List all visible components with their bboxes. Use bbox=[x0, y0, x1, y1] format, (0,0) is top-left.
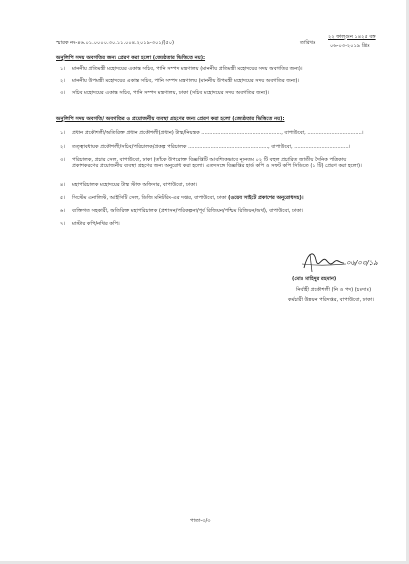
memo-number bbox=[56, 40, 174, 46]
section1-item-num: ৩। bbox=[60, 90, 66, 96]
section2-item-text: ব্যক্তিগত সহকারী, অতিরিক্ত মহাপরিচালক (প্রশাসন/পরিকল্পনা/পূর্ব রিজিয়ন/পশ্চিম রিজিয়ন/অর্থ), বাপাউবো, ঢাকা। bbox=[72, 208, 304, 214]
section2-item-num: ৩। bbox=[60, 157, 66, 163]
section2-item-text: মহাপরিচালক মহোদয়ের টাস্ক স্টাফ অফিসার, বাপাউবো, ঢাকা। bbox=[72, 182, 198, 188]
section1-title: অনুলিপি সদয় অবগতির জন্য প্রেরণ করা হলো (জ্যেষ্ঠতার ভিত্তিতে নয়): bbox=[56, 55, 206, 61]
section2-item-text: প্রধান প্রকৌশলী/অতিরিক্ত প্রধান প্রকৌশলী(প্রধান) টাস্ক/নিয়ন্ত্রক .................................................., বাপাউবো, ..................................। bbox=[72, 130, 364, 136]
memo-number-value: ৪৬.০১.০০০০.৩০.১১.০০৪.২০১৯-৩০১/(৫০) bbox=[77, 40, 175, 46]
date-gregorian: ০৬-০৩-২০১৯ খ্রিঃ bbox=[330, 43, 370, 49]
section2-item-text: পরিচালক, প্রচার সেল, বাপাউবো, ঢাকা (তাঁকে উপরোক্ত বিজ্ঞপ্তিটি আবশ্যিকভাবে ন্যূনতম ০২ টি বহুল প্রচারিত জাতীয় দৈনিক পত্রিকায় প্রকাশকরণের প্রয়োজনীয় ব্যবস্থা গ্রহণের জন্য অনুরোধ করা হলো। এতদসঙ্গে বিজ্ঞপ্তির হার্ড কপি ও সফট কপি সিডিতে (১ টি) প্রেরণ করা হলো)। bbox=[72, 157, 362, 170]
section1-item-text: মাননীয় উপমন্ত্রী মহোদয়ের একান্ত সচিব, পানি সম্পদ মন্ত্রণালয় (মাননীয় উপমন্ত্রী মহোদয়ের সদয় অবগতির জন্য)। bbox=[72, 78, 300, 84]
signature-date: ০৬/০৩/১৯ bbox=[346, 259, 378, 267]
section1-item-num: ১। bbox=[60, 66, 66, 72]
section2-item-num: ১। bbox=[60, 130, 66, 136]
section1-item-text: মাননীয় প্রতিমন্ত্রী মহোদয়ের একান্ত সচিব, পানি সম্পদ মন্ত্রণালয় (মাননীয় প্রতিমন্ত্রী মহোদয়ের সদয় অবগতির জন্য)। bbox=[72, 66, 303, 72]
section2-item-num: ৫। bbox=[60, 195, 66, 201]
date-label: তারিখঃ bbox=[300, 40, 316, 46]
page-number: পাতা-৩/৩ bbox=[190, 518, 211, 524]
section2-item-num: ২। bbox=[60, 144, 66, 150]
section1-item-num: ২। bbox=[60, 78, 66, 84]
section2-item-text-line bbox=[72, 195, 304, 201]
signatory-designation: নির্বাহী প্রকৌশলী (নি ও পদ) (চঃদাঃ) bbox=[296, 287, 372, 293]
section2-item-emphasis: (ওয়েব সাইটে প্রকাশের অনুরোধসহ)। bbox=[228, 195, 304, 201]
section2-item-num: ৪। bbox=[60, 182, 66, 188]
date-bangla: ২২ ফাল্গুন ১৪২৫ বঙ্গ bbox=[328, 34, 376, 40]
section2-title: অনুলিপি সদয় অবগতি/ অবগতির ও প্রয়োজনীয় ব্যবস্থা গ্রহণের জন্য প্রেরণ করা হলো (জ্যেষ্ঠতার ভিত্তিতে নয়): bbox=[56, 116, 285, 122]
signatory-name: (মোঃ মাহিদুর রহমান) bbox=[292, 276, 337, 282]
section2-item-text: তত্ত্বাবধায়ক প্রকৌশলী/সচিব/পরিচালক/প্রকল্প পরিচালক .................................................., বাপাউবো, ..................................। bbox=[72, 144, 351, 150]
section2-item-num: ৬। bbox=[60, 208, 66, 214]
signatory-office: কর্মচারী উন্নয়ন পরিদপ্তর, বাপাউবো, ঢাকা। bbox=[288, 297, 374, 303]
memo-label: স্মারক নং- bbox=[56, 40, 78, 46]
section2-item-text: মাস্টার কপি/নথির কপি। bbox=[72, 221, 120, 227]
section2-item-num: ৭। bbox=[60, 221, 66, 227]
section2-item-text: সিস্টেম এনালিস্ট, আইসিটি সেল, ডিজি মনিটরিং-এর দপ্তর, বাপাউবো, ঢাকা bbox=[72, 195, 227, 201]
section1-item-text: সচিব মহোদয়ের একান্ত সচিব, পানি সম্পদ মন্ত্রণালয়, ঢাকা (সচিব মহোদয়ের সদয় অবগতির জন্য)। bbox=[72, 90, 270, 96]
